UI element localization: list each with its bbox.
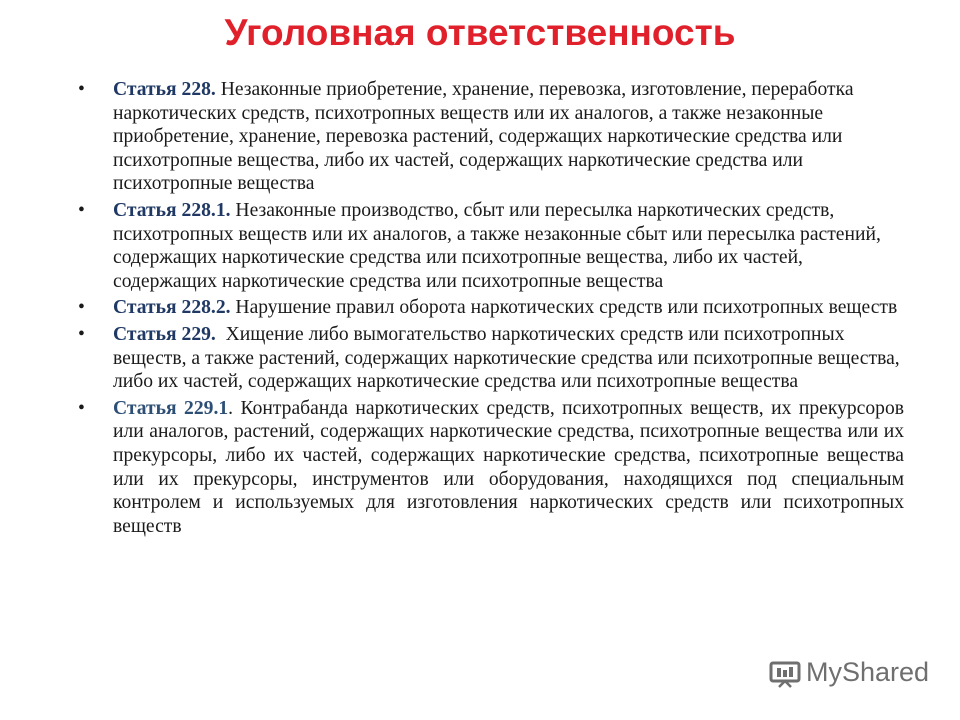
- article-text: Нарушение правил оборота наркотических средств или психотропных веществ: [230, 297, 898, 319]
- article-item: [78, 323, 904, 394]
- articles-list: [78, 78, 904, 541]
- article-item: [78, 199, 904, 293]
- watermark-text: MyShared: [806, 657, 930, 687]
- article-label: Статья 228.: [113, 79, 216, 100]
- bullet: •: [78, 323, 85, 345]
- article-text: Незаконные приобретение, хранение, перевозка, изготовление, переработка наркотических средств, психотропных веществ или их аналогов, а также незаконные приобретение, хранение, перевозка растений, содержащих наркотические средства или психотропные вещества, либо их частей, содержащих наркотические средства или психотропные вещества: [113, 79, 854, 195]
- myshared-watermark: [768, 657, 929, 688]
- article-text: . Контрабанда наркотических средств, психотропных веществ, их прекурсоров или аналогов, растений, содержащих наркотические средства, психотропные вещества или их прекурсоры, либо их частей, содержащих наркотические средства, психотропные вещества или их прекурсоры, инструментов или оборудования, находящихся под специальным контролем и используемых для изготовления наркотических средств или психотропных веществ: [113, 397, 904, 537]
- article-text: Хищение либо вымогательство наркотических средств или психотропных веществ, а также растений, содержащих наркотические средства или психотропные вещества, либо их частей, содержащих наркотические средства или психотропные вещества: [113, 323, 905, 393]
- presentation-icon: [768, 658, 802, 688]
- slide-title: Уголовная ответственность: [224, 12, 736, 53]
- article-label: Статья 228.1.: [113, 199, 231, 221]
- bullet: •: [78, 199, 85, 221]
- article-item: [78, 296, 904, 320]
- article-item: [78, 78, 904, 196]
- article-label: Статья 229.: [113, 323, 216, 345]
- article-label: Статья 229.1: [113, 397, 229, 419]
- article-text: Незаконные производство, сбыт или пересылка наркотических средств, психотропных веществ или их аналогов, а также незаконные сбыт или пересылка растений, содержащих наркотические средства или психотропные вещества, либо их частей, содержащих наркотические средства или психотропные вещества: [113, 199, 881, 292]
- article-label: Статья 228.2.: [113, 297, 231, 319]
- article-item: [78, 397, 904, 539]
- bullet: •: [78, 297, 85, 319]
- bullet: •: [78, 397, 85, 419]
- bullet: •: [78, 79, 85, 100]
